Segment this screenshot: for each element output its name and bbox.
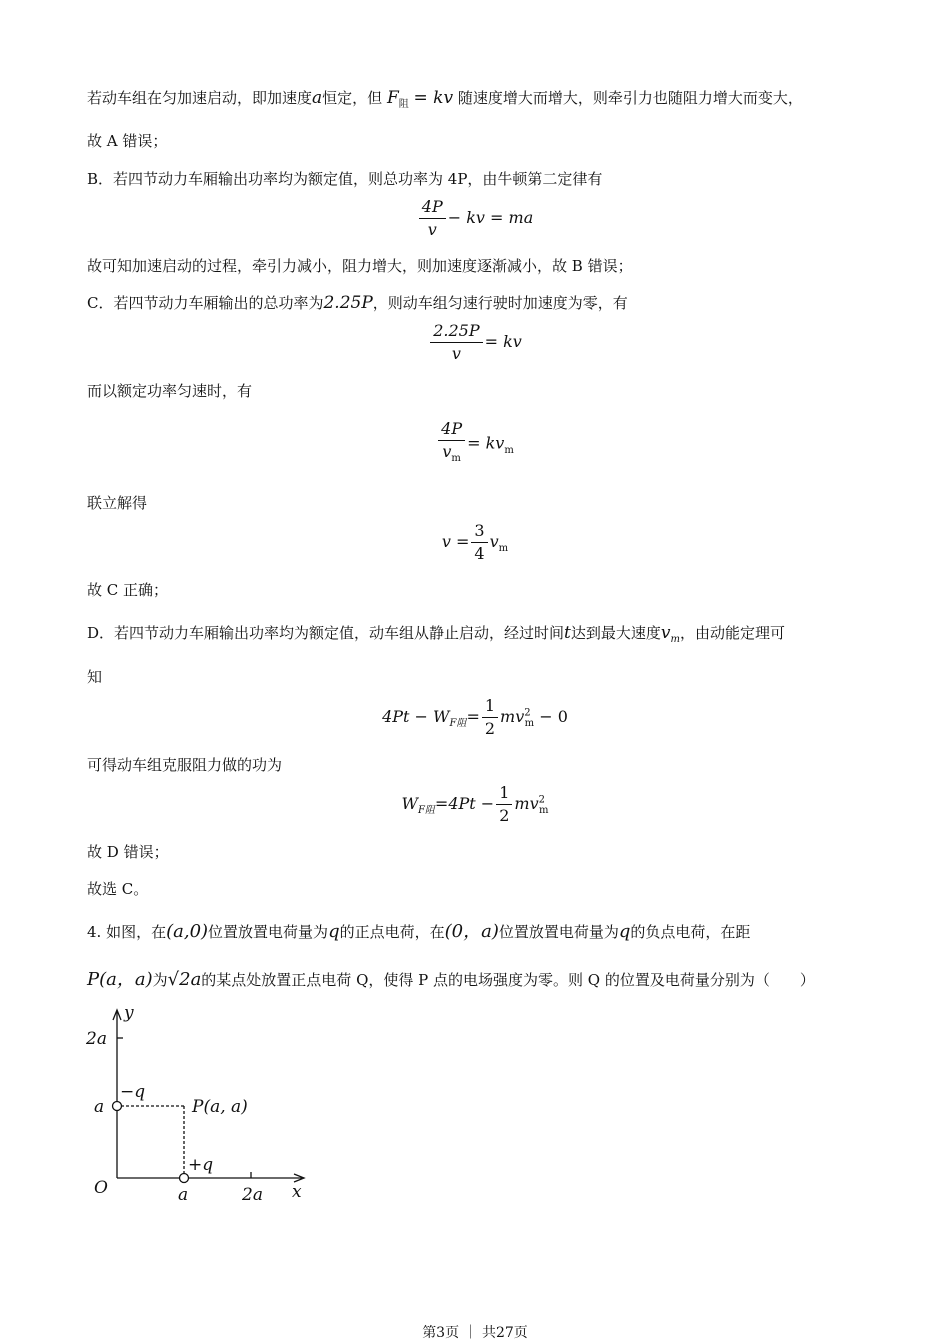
var-a: a: [312, 88, 323, 108]
fraction: [471, 522, 487, 563]
den-var: v: [442, 442, 452, 461]
line-11: 可得动车组克服阻力做的功为: [87, 756, 283, 774]
line-6: 而以额定功率匀速时，有: [87, 382, 253, 400]
line-9: [87, 623, 877, 650]
line-4: 故可知加速启动的过程，牵引力减小，阻力增大，则加速度逐渐减小，故 B 错误；: [87, 257, 633, 275]
eq-lhs: 4Pt − W: [382, 707, 450, 726]
eq-rest: mv: [514, 794, 539, 813]
text: 位置放置电荷量为: [208, 923, 329, 941]
positive-charge-label: +q: [188, 1155, 214, 1175]
line-8: 故 C 正确；: [87, 581, 169, 599]
point-0a: (0，a): [444, 921, 499, 942]
eq-lhs: W: [401, 794, 418, 813]
point-a0: (a,0): [166, 921, 209, 942]
text: 达到最大速度: [570, 624, 661, 642]
fraction: [419, 198, 446, 239]
sub: m: [538, 805, 549, 817]
denominator: 2: [499, 806, 510, 825]
eq-mid: =4Pt −: [434, 794, 495, 813]
eq-rest: = kv: [484, 332, 522, 351]
x-axis-label: x: [292, 1182, 302, 1202]
eq-rest: v: [489, 532, 499, 551]
line-13: 故选 C。: [87, 880, 149, 898]
line-2: 故 A 错误；: [87, 132, 168, 150]
sub: m: [524, 718, 535, 730]
question-4-line-2: [87, 970, 877, 990]
sqrt-2a: √2a: [167, 969, 202, 990]
coordinate-figure: [80, 1000, 340, 1210]
fraction: [496, 784, 512, 825]
x-tick-a-label: a: [178, 1185, 189, 1205]
denominator: 4: [474, 544, 485, 563]
numerator: 4P: [438, 420, 465, 441]
eq-rest: mv: [500, 707, 525, 726]
equation-5: [0, 697, 950, 738]
line-1: [87, 88, 877, 115]
sub: m: [504, 444, 514, 456]
text: 若动车组在匀加速启动，即加速度: [87, 89, 313, 107]
var-q: q: [618, 921, 631, 942]
negative-charge-marker: [113, 1102, 122, 1111]
var-t: t: [564, 623, 571, 643]
var-F: F: [386, 88, 399, 108]
value: 2.25P: [323, 293, 373, 313]
line-10: 知: [87, 668, 103, 686]
text: C．若四节动力车厢输出的总功率为: [87, 294, 324, 312]
equation-2: [0, 322, 950, 363]
numerator: 4P: [419, 198, 446, 219]
y-tick-2a-label: 2a: [86, 1029, 107, 1049]
equation-1: [0, 198, 950, 239]
text: 为: [152, 971, 168, 989]
text: 4. 如图，在: [87, 923, 167, 941]
text: 的某点处放置正点电荷 Q，使得 P 点的电场强度为零。则 Q 的位置及电荷量分别为（ ）: [201, 971, 815, 989]
sup: 2: [538, 794, 545, 806]
eq-tail: − 0: [539, 707, 568, 726]
fraction: [438, 420, 465, 468]
eq-kv: = kv: [413, 88, 454, 108]
sub: 阻: [398, 99, 409, 110]
x-tick-2a-label: 2a: [242, 1185, 263, 1205]
eq-sign: =: [466, 707, 480, 726]
point-P: P(a，a): [87, 969, 153, 990]
line-7: 联立解得: [87, 494, 148, 512]
y-axis-label: y: [124, 1003, 134, 1023]
numerator: 1: [496, 784, 512, 805]
text: ，则动车组匀速行驶时加速度为零，有: [372, 294, 628, 312]
denominator: v: [451, 344, 461, 363]
var-v: v: [660, 623, 671, 643]
text: 的正点电荷，在: [339, 923, 445, 941]
origin-label: O: [94, 1178, 108, 1198]
numerator: 3: [471, 522, 487, 543]
sub: F阻: [449, 718, 467, 730]
sub: m: [670, 634, 680, 645]
text: 随速度增大而增大，则牵引力也随阻力增大而变大，: [457, 89, 803, 107]
equation-3: [0, 420, 950, 468]
text: ，由动能定理可: [679, 624, 785, 642]
text: 恒定，但: [322, 89, 383, 107]
text: 位置放置电荷量为: [498, 923, 619, 941]
sub: m: [451, 453, 461, 465]
line-3: B．若四节动力车厢输出功率均为额定值，则总功率为 4P，由牛顿第二定律有: [87, 170, 603, 188]
equation-4: [0, 522, 950, 563]
line-5: [87, 293, 877, 313]
fraction: [430, 322, 482, 363]
denominator: [438, 441, 465, 468]
numerator: 1: [482, 697, 498, 718]
question-4-line-1: [87, 922, 877, 942]
numerator: 2.25P: [430, 322, 482, 343]
sub: m: [498, 543, 509, 555]
fraction: [482, 697, 498, 738]
denominator: 2: [484, 719, 496, 738]
denominator: v: [427, 220, 437, 239]
equation-6: [0, 784, 950, 825]
eq-rest: = kv: [467, 433, 505, 453]
sup: 2: [524, 707, 531, 719]
sub: F阻: [417, 805, 435, 817]
eq-rest: − kv = ma: [447, 208, 534, 227]
line-12: 故 D 错误；: [87, 843, 169, 861]
point-P-label: P(a, a): [192, 1097, 248, 1117]
negative-charge-label: −q: [120, 1082, 146, 1102]
text: 的负点电荷，在距: [630, 923, 751, 941]
eq-lhs: v =: [441, 532, 470, 551]
text: D．若四节动力车厢输出功率均为额定值，动车组从静止启动，经过时间: [87, 624, 565, 642]
var-q: q: [328, 921, 340, 942]
y-tick-a-label: a: [94, 1097, 105, 1117]
page-footer: 第3页 ｜ 共27页: [422, 1325, 528, 1341]
